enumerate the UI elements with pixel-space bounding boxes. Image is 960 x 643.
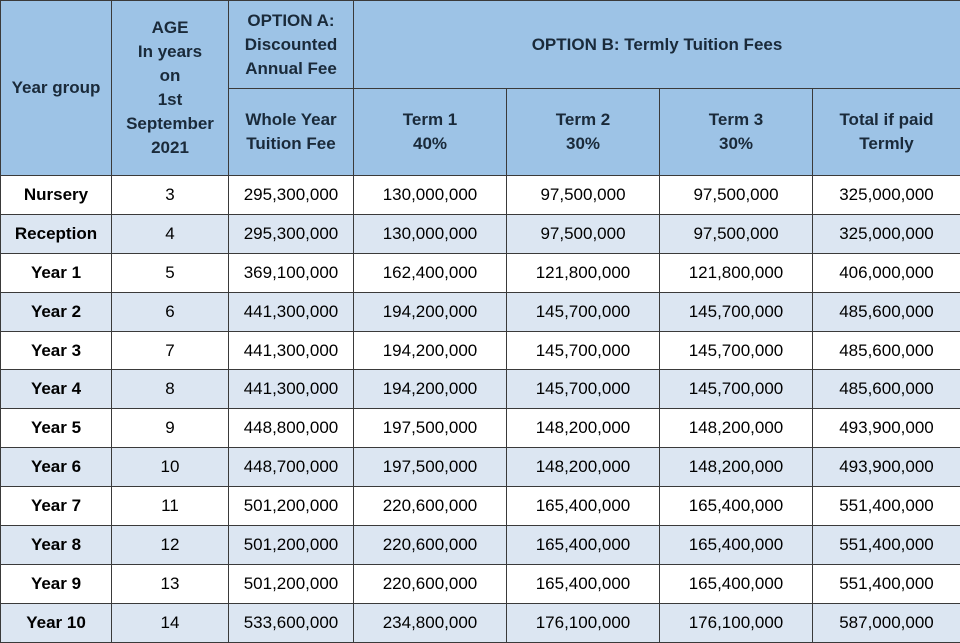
age-cell: 3: [112, 176, 229, 215]
year-group-cell: Year 2: [1, 292, 112, 331]
term2-fee-cell: 145,700,000: [507, 292, 660, 331]
total-termly-cell: 485,600,000: [813, 370, 960, 409]
term2-fee-cell: 148,200,000: [507, 409, 660, 448]
term2-fee-cell: 165,400,000: [507, 487, 660, 526]
year-group-cell: Year 5: [1, 409, 112, 448]
table-row: [1, 487, 960, 526]
age-cell: 6: [112, 292, 229, 331]
year-group-header: Year group: [1, 1, 112, 176]
age-cell: 5: [112, 253, 229, 292]
term3-fee-cell: 148,200,000: [660, 448, 813, 487]
term2-fee-cell: 145,700,000: [507, 370, 660, 409]
table-row: [1, 292, 960, 331]
age-cell: 12: [112, 526, 229, 565]
age-cell: 4: [112, 214, 229, 253]
term2-fee-cell: 97,500,000: [507, 214, 660, 253]
year-group-cell: Year 8: [1, 526, 112, 565]
term3-fee-cell: 165,400,000: [660, 487, 813, 526]
term3-fee-cell: 176,100,000: [660, 603, 813, 642]
whole-year-fee-cell: 441,300,000: [229, 331, 354, 370]
table-row: [1, 448, 960, 487]
term2-fee-cell: 145,700,000: [507, 331, 660, 370]
table-row: [1, 331, 960, 370]
term3-fee-cell: 97,500,000: [660, 176, 813, 215]
term3-fee-cell: 148,200,000: [660, 409, 813, 448]
term3-fee-cell: 145,700,000: [660, 292, 813, 331]
age-cell: 10: [112, 448, 229, 487]
term1-fee-cell: 194,200,000: [354, 370, 507, 409]
total-header: Total if paid Termly: [813, 89, 960, 176]
year-group-cell: Year 7: [1, 487, 112, 526]
term1-fee-cell: 197,500,000: [354, 409, 507, 448]
year-group-cell: Year 4: [1, 370, 112, 409]
table-row: [1, 409, 960, 448]
whole-year-header: Whole Year Tuition Fee: [229, 89, 354, 176]
term1-fee-cell: 130,000,000: [354, 176, 507, 215]
table-row: [1, 564, 960, 603]
age-cell: 8: [112, 370, 229, 409]
total-termly-cell: 406,000,000: [813, 253, 960, 292]
age-cell: 9: [112, 409, 229, 448]
term2-fee-cell: 97,500,000: [507, 176, 660, 215]
whole-year-fee-cell: 448,800,000: [229, 409, 354, 448]
term1-fee-cell: 194,200,000: [354, 331, 507, 370]
term3-header: Term 3 30%: [660, 89, 813, 176]
age-cell: 14: [112, 603, 229, 642]
whole-year-fee-cell: 295,300,000: [229, 214, 354, 253]
total-termly-cell: 493,900,000: [813, 448, 960, 487]
term2-fee-cell: 165,400,000: [507, 526, 660, 565]
term1-fee-cell: 220,600,000: [354, 564, 507, 603]
term1-fee-cell: 220,600,000: [354, 487, 507, 526]
whole-year-fee-cell: 441,300,000: [229, 370, 354, 409]
total-termly-cell: 551,400,000: [813, 564, 960, 603]
year-group-cell: Year 3: [1, 331, 112, 370]
term1-fee-cell: 162,400,000: [354, 253, 507, 292]
term2-fee-cell: 165,400,000: [507, 564, 660, 603]
term2-header: Term 2 30%: [507, 89, 660, 176]
term2-fee-cell: 148,200,000: [507, 448, 660, 487]
term1-fee-cell: 234,800,000: [354, 603, 507, 642]
term1-fee-cell: 130,000,000: [354, 214, 507, 253]
total-termly-cell: 485,600,000: [813, 292, 960, 331]
total-termly-cell: 587,000,000: [813, 603, 960, 642]
age-cell: 7: [112, 331, 229, 370]
option-b-header: OPTION B: Termly Tuition Fees: [354, 1, 960, 89]
term2-fee-cell: 121,800,000: [507, 253, 660, 292]
total-termly-cell: 325,000,000: [813, 214, 960, 253]
total-termly-cell: 493,900,000: [813, 409, 960, 448]
term1-fee-cell: 194,200,000: [354, 292, 507, 331]
age-cell: 13: [112, 564, 229, 603]
total-termly-cell: 325,000,000: [813, 176, 960, 215]
age-cell: 11: [112, 487, 229, 526]
year-group-cell: Year 6: [1, 448, 112, 487]
whole-year-fee-cell: 441,300,000: [229, 292, 354, 331]
year-group-cell: Year 9: [1, 564, 112, 603]
table-row: [1, 176, 960, 215]
term3-fee-cell: 145,700,000: [660, 331, 813, 370]
whole-year-fee-cell: 501,200,000: [229, 564, 354, 603]
fee-table-body: [1, 176, 960, 643]
age-header: AGE In years on 1st September 2021: [112, 1, 229, 176]
table-row: [1, 214, 960, 253]
term3-fee-cell: 165,400,000: [660, 564, 813, 603]
table-row: [1, 603, 960, 642]
whole-year-fee-cell: 501,200,000: [229, 487, 354, 526]
table-row: [1, 370, 960, 409]
total-termly-cell: 485,600,000: [813, 331, 960, 370]
term3-fee-cell: 145,700,000: [660, 370, 813, 409]
total-termly-cell: 551,400,000: [813, 487, 960, 526]
whole-year-fee-cell: 295,300,000: [229, 176, 354, 215]
total-termly-cell: 551,400,000: [813, 526, 960, 565]
term2-fee-cell: 176,100,000: [507, 603, 660, 642]
term3-fee-cell: 121,800,000: [660, 253, 813, 292]
year-group-cell: Year 10: [1, 603, 112, 642]
whole-year-fee-cell: 501,200,000: [229, 526, 354, 565]
term1-fee-cell: 197,500,000: [354, 448, 507, 487]
year-group-cell: Year 1: [1, 253, 112, 292]
term3-fee-cell: 165,400,000: [660, 526, 813, 565]
option-a-header: OPTION A: Discounted Annual Fee: [229, 1, 354, 89]
year-group-cell: Reception: [1, 214, 112, 253]
table-row: [1, 253, 960, 292]
whole-year-fee-cell: 369,100,000: [229, 253, 354, 292]
whole-year-fee-cell: 448,700,000: [229, 448, 354, 487]
table-row: [1, 526, 960, 565]
term1-header: Term 1 40%: [354, 89, 507, 176]
term3-fee-cell: 97,500,000: [660, 214, 813, 253]
whole-year-fee-cell: 533,600,000: [229, 603, 354, 642]
year-group-cell: Nursery: [1, 176, 112, 215]
term1-fee-cell: 220,600,000: [354, 526, 507, 565]
